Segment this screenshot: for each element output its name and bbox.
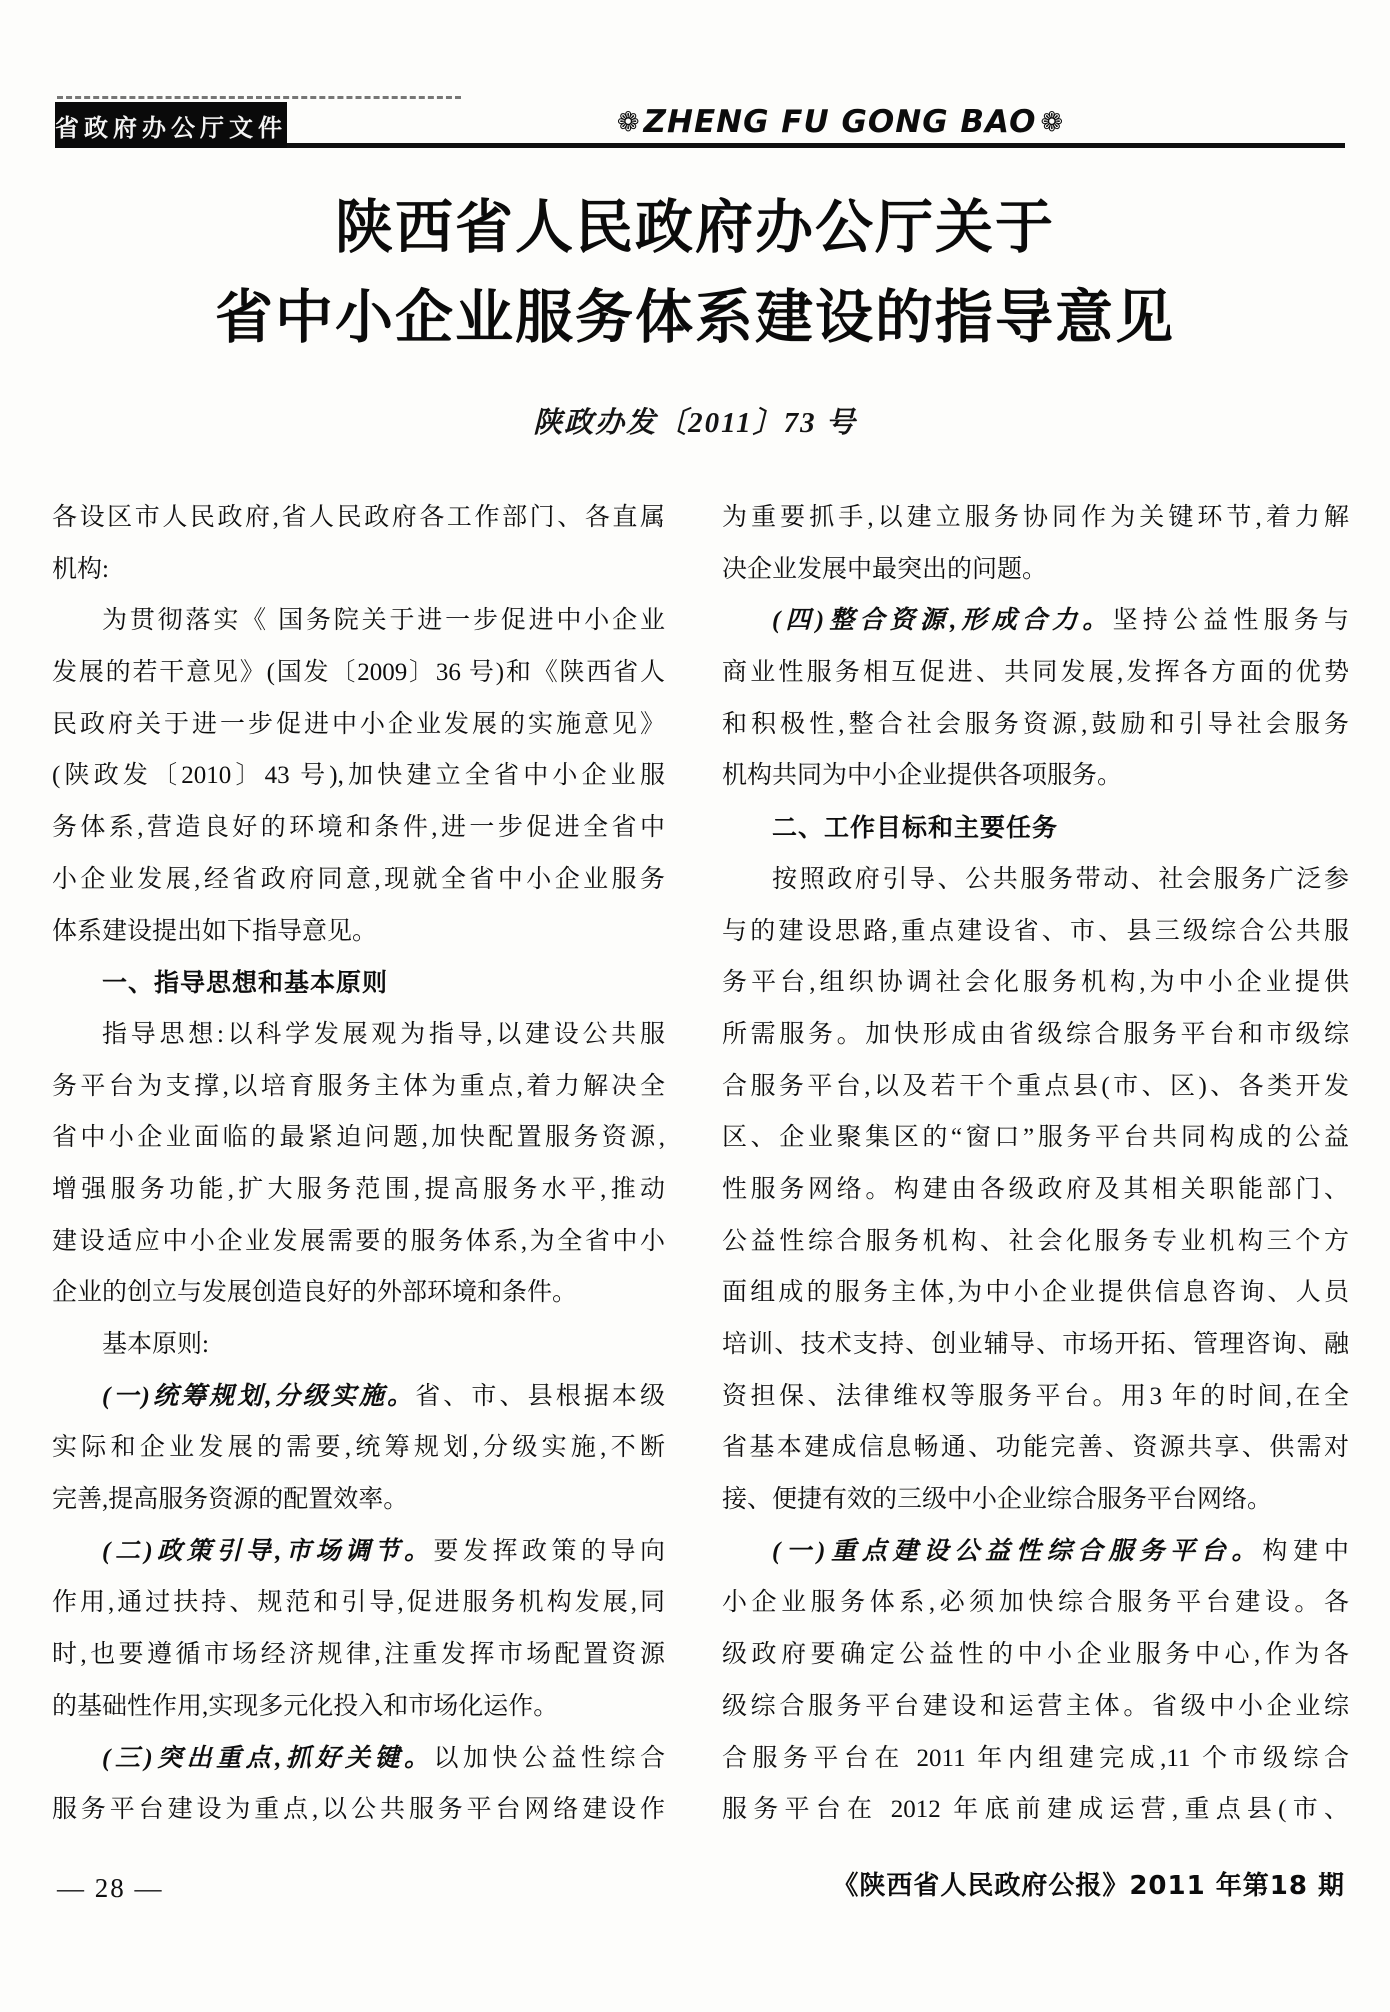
body-text: 体系建设提出如下指导意见。	[52, 917, 378, 945]
text-line	[722, 1371, 1349, 1423]
body-text: 区、企业聚集区的“窗口”服务平台共同构成的公益	[722, 1124, 1349, 1152]
body-text: 合服务平台在 2011 年内组建完成,11 个市级综合	[722, 1744, 1349, 1772]
text-line	[722, 1784, 1349, 1836]
body-text: 机构:	[52, 555, 109, 583]
text-line	[722, 1319, 1349, 1371]
body-text: 的基础性作用,实现多元化投入和市场化运作。	[52, 1692, 559, 1720]
body-text: 建设适应中小企业发展需要的服务体系,为全省中小	[52, 1227, 665, 1255]
text-line	[52, 1319, 665, 1371]
body-text: 商业性服务相互促进、共同发展,发挥各方面的优势	[722, 659, 1349, 687]
body-text: 基本原则:	[102, 1331, 209, 1358]
emphasis-lead: (一)统筹规划,分级实施。	[102, 1382, 416, 1410]
body-text: 完善,提高服务资源的配置效率。	[52, 1486, 409, 1514]
body-text: 培训、技术支持、创业辅导、市场开拓、管理咨询、融	[722, 1331, 1349, 1358]
section-heading: 二、工作目标和主要任务	[772, 813, 1059, 843]
text-line	[722, 1629, 1349, 1681]
body-text: 坚持公益性服务与	[1112, 607, 1349, 635]
body-text: 资担保、法律维权等服务平台。用3 年的时间,在全	[722, 1382, 1349, 1410]
header-rule	[287, 143, 1345, 148]
body-text: 省、市、县根据本级	[415, 1382, 665, 1410]
text-line	[52, 750, 665, 802]
text-line	[52, 1112, 665, 1164]
text-line	[722, 1216, 1349, 1268]
text-line	[722, 854, 1349, 906]
body-text: 级综合服务平台建设和运营主体。省级中小企业综	[722, 1692, 1349, 1720]
body-text: 务平台为支撑,以培育服务主体为重点,着力解决全	[52, 1072, 665, 1100]
body-text: 小企业发展,经省政府同意,现就全省中小企业服务	[52, 865, 665, 893]
text-line	[52, 802, 665, 854]
text-line	[52, 1422, 665, 1474]
text-line	[722, 1164, 1349, 1216]
text-line	[722, 750, 1349, 802]
header-banner	[55, 102, 287, 148]
text-line	[722, 1681, 1349, 1733]
body-text: 构建中	[1262, 1537, 1349, 1565]
text-line	[722, 492, 1349, 544]
gazette-source: 《陕西省人民政府公报》2011 年第18 期	[832, 1871, 1345, 1901]
text-line	[722, 906, 1349, 958]
text-line	[722, 595, 1349, 647]
body-text: 务体系,营造良好的环境和条件,进一步促进全省中	[52, 814, 665, 842]
emphasis-lead: (二)政策引导,市场调节。	[102, 1537, 434, 1565]
text-line	[52, 1681, 665, 1733]
text-line	[52, 1216, 665, 1268]
body-text: 时,也要遵循市场经济规律,注重发挥市场配置资源	[52, 1641, 665, 1669]
text-line	[52, 1371, 665, 1423]
body-text: 增强服务功能,扩大服务范围,提高服务水平,推动	[52, 1175, 665, 1203]
body-text: (陕政发〔2010〕43 号),加快建立全省中小企业服	[52, 762, 665, 790]
text-line	[722, 1267, 1349, 1319]
header-gazette	[610, 102, 1070, 142]
text-line	[52, 1629, 665, 1681]
text-line	[722, 1526, 1349, 1578]
body-text: 作用,通过扶持、规范和引导,促进服务机构发展,同	[52, 1589, 665, 1617]
text-line	[52, 1733, 665, 1785]
text-line	[52, 595, 665, 647]
text-line	[52, 492, 665, 544]
text-line	[52, 1526, 665, 1578]
text-line	[722, 1009, 1349, 1061]
body-text: 要发挥政策的导向	[433, 1537, 665, 1565]
scan-artifact-dotted-line	[57, 96, 461, 99]
body-text: 级政府要确定公益性的中小企业服务中心,作为各	[722, 1641, 1349, 1669]
body-text: 合服务平台,以及若干个重点县(市、区)、各类开发	[722, 1072, 1349, 1100]
body-text: 省中小企业面临的最紧迫问题,加快配置服务资源,	[52, 1124, 665, 1152]
body-text: 为贯彻落实《 国务院关于进一步促进中小企业	[102, 607, 665, 635]
body-column-right	[722, 492, 1349, 1836]
text-line	[722, 957, 1349, 1009]
body-text: 公益性综合服务机构、社会化服务专业机构三个方	[722, 1227, 1349, 1255]
flower-icon: ❁	[1040, 106, 1064, 138]
text-line	[722, 1061, 1349, 1113]
text-line	[52, 1267, 665, 1319]
doc-number: 陕政办发〔2011〕73 号	[533, 407, 857, 439]
body-text: 民政府关于进一步促进中小企业发展的实施意见》	[52, 710, 665, 738]
body-text: 和积极性,整合社会服务资源,鼓励和引导社会服务	[722, 710, 1349, 738]
body-text: 指导思想:以科学发展观为指导,以建设公共服	[102, 1020, 665, 1048]
text-line	[722, 1112, 1349, 1164]
doc-title-line1: 陕西省人民政府办公厅关于	[334, 193, 1055, 261]
body-text: 各设区市人民政府,省人民政府各工作部门、各直属	[52, 504, 665, 531]
body-text: 为重要抓手,以建立服务协同作为关键环节,着力解	[722, 504, 1349, 531]
body-text: 接、便捷有效的三级中小企业综合服务平台网络。	[722, 1486, 1273, 1514]
text-line	[52, 647, 665, 699]
text-line	[52, 1784, 665, 1836]
text-line	[722, 1577, 1349, 1629]
doc-title-line2: 省中小企业服务体系建设的指导意见	[214, 283, 1175, 351]
gazette-title-text: ZHENG FU GONG BAO	[643, 104, 1037, 140]
body-text: 与的建设思路,重点建设省、市、县三级综合公共服	[722, 917, 1349, 945]
page-number: — 28 —	[57, 1873, 164, 1903]
text-line	[722, 802, 1349, 854]
body-text: 省基本建成信息畅通、功能完善、资源共享、供需对	[722, 1434, 1349, 1462]
body-text: 决企业发展中最突出的问题。	[722, 555, 1048, 583]
body-text: 小企业服务体系,必须加快综合服务平台建设。各	[722, 1589, 1349, 1617]
body-text: 性服务网络。构建由各级政府及其相关职能部门、	[722, 1175, 1349, 1203]
text-line	[722, 1733, 1349, 1785]
body-text: 实际和企业发展的需要,统筹规划,分级实施,不断	[52, 1434, 665, 1462]
text-line	[52, 1009, 665, 1061]
emphasis-lead: (四)整合资源,形成合力。	[772, 607, 1113, 635]
text-line	[52, 699, 665, 751]
text-line	[722, 1422, 1349, 1474]
section-heading: 一、指导思想和基本原则	[102, 968, 389, 998]
body-text: 企业的创立与发展创造良好的外部环境和条件。	[52, 1279, 578, 1307]
text-line	[722, 699, 1349, 751]
text-line	[52, 1061, 665, 1113]
text-line	[52, 1164, 665, 1216]
text-line	[722, 544, 1349, 596]
text-line	[52, 544, 665, 596]
body-text: 按照政府引导、公共服务带动、社会服务广泛参	[772, 865, 1349, 893]
text-line	[52, 1577, 665, 1629]
text-line	[722, 1474, 1349, 1526]
body-text: 机构共同为中小企业提供各项服务。	[722, 762, 1123, 790]
header-banner-text: 省政府办公厅文件	[55, 113, 287, 142]
body-text: 服务平台建设为重点,以公共服务平台网络建设作	[52, 1796, 665, 1824]
emphasis-lead: (三)突出重点,抓好关键。	[102, 1744, 434, 1772]
emphasis-lead: (一)重点建设公益性综合服务平台。	[772, 1537, 1263, 1565]
body-text: 发展的若干意见》(国发〔2009〕36 号)和《陕西省人	[52, 659, 665, 687]
body-text: 面组成的服务主体,为中小企业提供信息咨询、人员	[722, 1279, 1349, 1307]
text-line	[52, 854, 665, 906]
body-text: 务平台,组织协调社会化服务机构,为中小企业提供	[722, 969, 1349, 997]
flower-icon: ❁	[616, 106, 640, 138]
body-text: 以加快公益性综合	[433, 1744, 665, 1772]
text-line	[52, 906, 665, 958]
text-line	[52, 1474, 665, 1526]
text-line	[52, 957, 665, 1009]
body-text: 所需服务。加快形成由省级综合服务平台和市级综	[722, 1020, 1349, 1048]
text-line	[722, 647, 1349, 699]
body-text: 服务平台在 2012 年底前建成运营,重点县(市、	[722, 1796, 1349, 1824]
body-column-left	[52, 492, 665, 1836]
